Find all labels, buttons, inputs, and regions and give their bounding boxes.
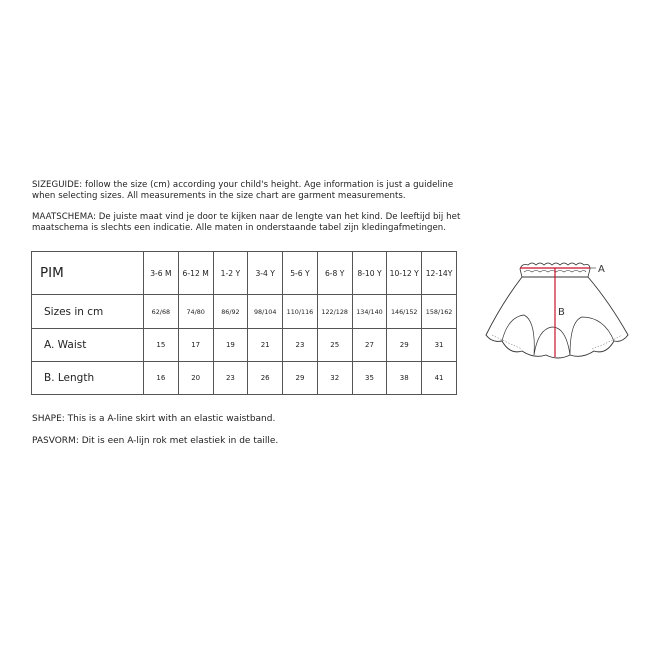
skirt-hem-stitch — [492, 335, 622, 349]
table-cell: 86/92 — [213, 295, 248, 328]
table-cell: 146/152 — [387, 295, 422, 328]
table-cell: 38 — [387, 361, 422, 394]
shape-description — [32, 414, 472, 447]
measure-b-label: B — [558, 307, 565, 318]
age-header: 12-14Y — [422, 252, 457, 295]
skirt-seam-lines — [502, 315, 614, 355]
maatschema-text: MAATSCHEMA: De juiste maat vind je door te kijken naar de lengte van het kind. De leeftijd bij het maatschema is slechts een indicatie. Alle maten in onderstaande tabel zijn kledingafmetingen. — [32, 212, 461, 233]
age-header: 5-6 Y — [283, 252, 318, 295]
table-cell: 41 — [422, 361, 457, 394]
table-cell: 23 — [283, 328, 318, 361]
table-row — [32, 328, 457, 361]
table-cell: 29 — [387, 328, 422, 361]
table-row — [32, 361, 457, 394]
table-cell: 26 — [248, 361, 283, 394]
row-label: B. Length — [32, 361, 144, 394]
table-cell: 20 — [178, 361, 213, 394]
table-cell: 32 — [317, 361, 352, 394]
table-cell: 25 — [317, 328, 352, 361]
table-cell: 29 — [283, 361, 318, 394]
table-cell: 31 — [422, 328, 457, 361]
shape-text-en: SHAPE: This is a A-line skirt with an elastic waistband. — [32, 414, 276, 424]
table-cell: 15 — [144, 328, 179, 361]
row-label: A. Waist — [32, 328, 144, 361]
shape-text-nl: PASVORM: Dit is een A-lijn rok met elastiek in de taille. — [32, 436, 279, 446]
table-cell: 21 — [248, 328, 283, 361]
table-cell: 17 — [178, 328, 213, 361]
table-cell: 158/162 — [422, 295, 457, 328]
table-cell: 74/80 — [178, 295, 213, 328]
size-table — [31, 251, 457, 395]
table-cell: 98/104 — [248, 295, 283, 328]
table-cell: 134/140 — [352, 295, 387, 328]
sizeguide-text: SIZEGUIDE: follow the size (cm) according your child's height. Age information is just a guideline when selecting sizes. All measurements in the size chart are garment measurements. — [32, 180, 454, 201]
age-header: 10-12 Y — [387, 252, 422, 295]
age-header: 8-10 Y — [352, 252, 387, 295]
table-cell: 27 — [352, 328, 387, 361]
skirt-diagram — [478, 255, 638, 365]
measure-a-label: A — [598, 264, 605, 275]
skirt-body-outline — [486, 277, 628, 358]
age-header: 6-12 M — [178, 252, 213, 295]
table-cell: 19 — [213, 328, 248, 361]
model-name: PIM — [32, 252, 144, 295]
age-header: 6-8 Y — [317, 252, 352, 295]
age-header: 3-4 Y — [248, 252, 283, 295]
age-header: 1-2 Y — [213, 252, 248, 295]
table-cell: 122/128 — [317, 295, 352, 328]
age-header: 3-6 M — [144, 252, 179, 295]
row-label: Sizes in cm — [32, 295, 144, 328]
table-cell: 35 — [352, 361, 387, 394]
size-guide-intro — [32, 180, 472, 234]
table-cell: 62/68 — [144, 295, 179, 328]
table-row — [32, 295, 457, 328]
table-cell: 23 — [213, 361, 248, 394]
table-header-row — [32, 252, 457, 295]
table-cell: 110/116 — [283, 295, 318, 328]
table-cell: 16 — [144, 361, 179, 394]
